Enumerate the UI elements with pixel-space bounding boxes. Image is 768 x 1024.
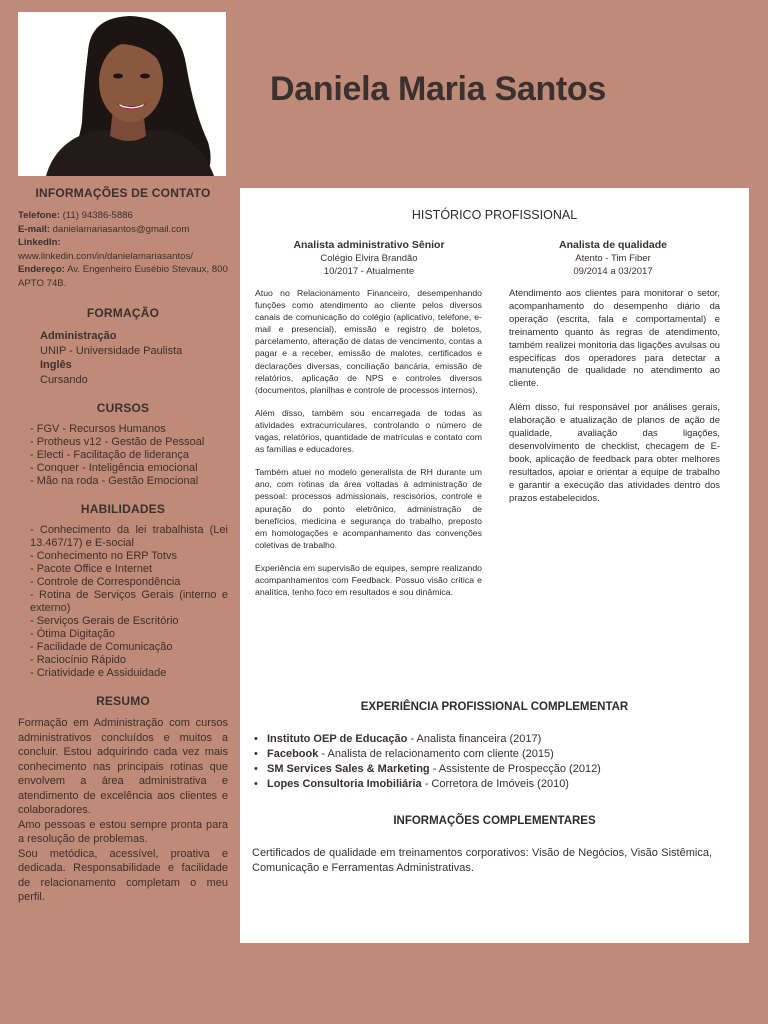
linkedin-value[interactable]: www.linkedin.com/in/danielamariasantos/ [18,250,193,262]
job-paragraph: Além disso, também sou encarregada de todas as atividades extracurriculares, controlando o número de vagas, relatórios, quantidade de matrículas e contato com as famílias e educadores. [255,407,482,455]
education-course: Inglês [40,359,72,371]
list-item [254,732,734,747]
left-column [18,186,228,905]
list-item: - Rotina de Serviços Gerais (interno e externo) [30,589,228,614]
history-title: HISTÓRICO PROFISSIONAL [411,208,578,222]
summary-title: RESUMO [96,694,150,708]
company-name: SM Services Sales & Marketing [267,763,430,775]
email-value[interactable]: danielamariasantos@gmail.com [52,223,190,235]
list-item: - FGV - Recursos Humanos [30,423,166,435]
phone-label: Telefone: [18,210,60,221]
candidate-name: Daniela Maria Santos [270,70,607,108]
address-label: Endereço: [18,264,65,275]
list-item: - Serviços Gerais de Escritório [30,615,179,627]
summary-paragraph: Sou metódica, acessível, proativa e dedicada. Responsabilidade e facilidade de relacionamento completam o meu perfil. [18,847,228,903]
address-line [18,263,228,290]
job-description [255,287,482,609]
company-name: Facebook [267,748,319,760]
company-name: Lopes Consultoria Imobiliária [267,778,422,790]
list-item [254,747,734,762]
contact-info [18,209,228,290]
list-item: - Controle de Correspondência [30,576,181,588]
additional-info-title: INFORMAÇÕES COMPLEMENTARES [393,815,596,827]
list-item: - Pacote Office e Internet [30,563,153,575]
education-list [18,329,228,387]
person-portrait-icon [18,12,226,176]
list-item: - Facilidade de Comunicação [30,641,173,653]
summary-paragraph: Amo pessoas e estou sempre pronta para a resolução de problemas. [18,818,228,845]
list-item: - Conquer - Inteligência emocional [30,462,198,474]
summary-paragraph: Formação em Administração com cursos administrativos concluídos e muitos a concluir. Estou adquirindo cada vez mais conhecimento nas principais rotinas que envolvem a área administrativa e atendimento de excelência aos clientes e colaboradores. [18,717,228,816]
education-detail: Cursando [40,373,88,386]
list-item: - Raciocínio Rápido [30,654,126,666]
skills-title: HABILIDADES [80,502,166,516]
linkedin-line [18,236,228,263]
job-role: Analista administrativo Sênior [293,239,445,251]
job-paragraph: Além disso, fui responsável por análises gerais, elaboração e atualização de planos de ação de qualidade, avaliação das ligações, desenvolvimento de checklist, checagem de E-book, aplicação de feedback para obter melhores resultados, apoiar e orientar a equipe de trabalho e garantir a execução das atividades dentro dos prazos estabelecidos. [509,401,720,503]
list-item: - Electi - Facilitação de liderança [30,449,189,461]
company-role: - Assistente de Prospecção (2012) [429,763,601,775]
address-value: Av. Engenheiro Eusébio Stevaux, 800 APTO 74B. [18,264,228,289]
list-item: - Criatividade e Assiduidade [30,667,167,679]
linkedin-label: LinkedIn: [18,237,61,248]
job-role: Analista de qualidade [559,239,667,251]
company-role: - Analista financeira (2017) [407,733,542,745]
job-paragraph: Também atuei no modelo generalista de RH durante um ano, com rotinas da área voltadas à administração de pessoal: processos admissionais, rescisórios, controle e apuração do ponto eletrônico, administração de benefícios, medicina e segurança do trabalho, preposto em homologações e acompanhamento das convenções coletivas de trabalho. [255,467,482,550]
job-company: Colégio Elvira Brandão [320,253,418,264]
email-line [18,223,228,237]
job-header [254,238,484,278]
education-course: Administração [40,330,117,342]
job-paragraph: Atendimento aos clientes para monitorar o setor, acompanhamento do desempenho diário da operação (escrita, fala e comportamental) e treinamento quanto às regras de atendimento, também realizei monitoria das ligações avulsas ou específicas dos operadores para detectar a manutenção de qualidade no atendimento ao cliente. [509,287,720,389]
list-item: - Mão na roda - Gestão Emocional [30,475,199,487]
email-label: E-mail: [18,223,50,235]
list-item: - Conhecimento no ERP Totvs [30,550,177,562]
company-name: Instituto OEP de Educação [267,733,408,745]
job-company: Atento - Tim Fiber [575,253,651,264]
list-item [254,762,734,777]
phone-line [18,209,228,223]
skills-list [18,524,228,680]
list-item [254,777,734,792]
job-period: 09/2014 a 03/2017 [573,266,653,277]
summary-text [18,716,228,905]
company-role: - Analista de relacionamento com cliente (2015) [318,748,554,760]
job-paragraph: Experiência em supervisão de equipes, sempre realizando acompanhamentos com Feedback. Possuo visão crítica e analítica, tenho foco em resultados e sou dinâmica. [255,562,482,598]
list-item: - Ótima Digitação [30,628,115,640]
job-header [504,238,722,278]
complementary-experience-list [254,732,734,792]
list-item: - Protheus v12 - Gestão de Pessoal [30,436,205,448]
profile-photo [18,12,226,176]
phone-value: (11) 94386-5886 [62,210,133,221]
courses-title: CURSOS [96,401,150,415]
main-panel [240,188,749,943]
additional-info-text: Certificados de qualidade em treinamentos corporativos: Visão de Negócios, Visão Sistêmica, Comunicação e Ferramentas Administrativas. [252,847,712,874]
list-item: - Conhecimento da lei trabalhista (Lei 13.467/17) e E-social [30,524,228,549]
complementary-experience-title: EXPERIÊNCIA PROFISSIONAL COMPLEMENTAR [360,701,629,713]
contact-title: INFORMAÇÕES DE CONTATO [35,186,211,200]
job-description [509,287,720,516]
job-period: 10/2017 - Atualmente [323,266,415,277]
job-paragraph: Atuo no Relacionamento Financeiro, desempenhando funções como atendimento ao cliente pelos diversos canais de comunicação do colégio (aplicativo, telefone, e-mail e presencial), emissão e registro de boletos, parcelamento, alteração de datas de vencimento, contas a pagar e a receber, emissão de malotes, certificados e declarações diversas, conciliação bancária, emissão de relatórios, aplicação de NPS e controles diversos (documentos, planilhas e controle de processos internos). [255,288,482,395]
company-role: - Corretora de Imóveis (2010) [421,778,569,790]
courses-list [18,423,228,488]
education-detail: UNIP - Universidade Paulista [40,344,183,357]
education-title: FORMAÇÃO [86,306,160,320]
